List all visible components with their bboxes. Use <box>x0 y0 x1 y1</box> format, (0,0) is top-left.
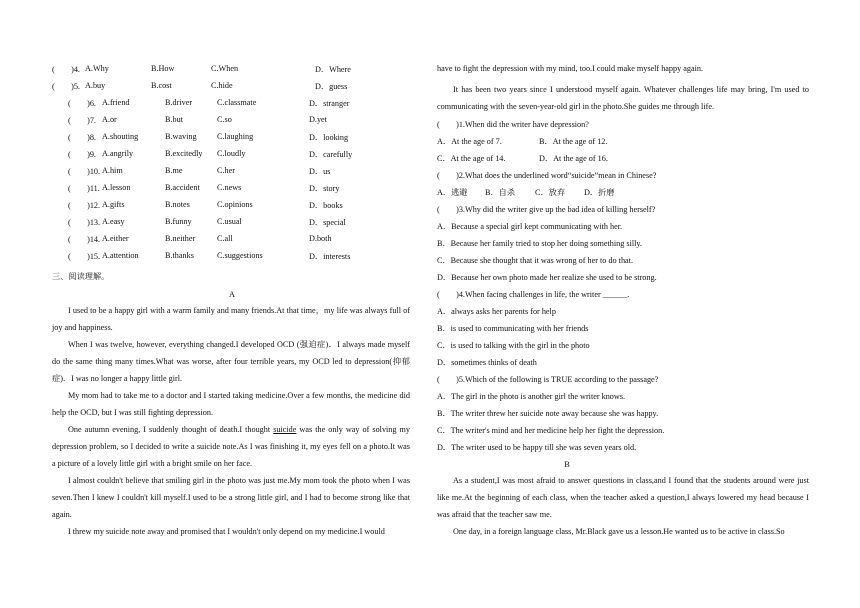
q2-option-a: A．逃避 <box>437 188 468 197</box>
cloze-option-b: B.excitedly <box>165 149 203 158</box>
cloze-item-number: ( )14. <box>68 235 101 244</box>
cloze-option-a: A.or <box>102 115 117 124</box>
cloze-option-b: B.neither <box>165 234 196 243</box>
passage-b-paragraph-1: As a student,I was most afraid to answer questions in class,and I found that the students around were just like me.At the beginning of each class, when the teacher asked a question,I always lowered my head because I was afraid that the teacher saw me. <box>437 476 809 519</box>
cloze-option-d: D．books <box>309 201 343 210</box>
cloze-option-b: B.How <box>151 64 175 73</box>
cloze-option-d: D.yet <box>309 115 327 124</box>
passage-a-continuation-1: have to fight the depression with my mind, too.I could make myself happy again. <box>437 64 704 73</box>
cloze-item-number: ( )9. <box>68 150 96 159</box>
passage-a-paragraph-6: I threw my suicide note away and promised that I wouldn't only depend on my medicine.I would <box>68 527 385 536</box>
cloze-option-c: C.all <box>217 234 233 243</box>
q3-option-c: C．Because she thought that it was wrong of her to do that. <box>437 256 634 265</box>
cloze-option-c: C.suggestions <box>217 251 263 260</box>
p4-text-a: One autumn evening, I suddenly thought of death.I thought <box>68 425 274 434</box>
q5-option-b: B．The writer threw her suicide note away because she was happy. <box>437 409 659 418</box>
cloze-option-c: C.opinions <box>217 200 253 209</box>
p4-text-b: was the only way of solving my depression problem, so I decided to write a suicide note.As I was finishing it, my eyes fell on a photo.It was a picture of a lovely little girl with a bright smile on her face. <box>52 425 410 468</box>
cloze-option-b: B.cost <box>151 81 172 90</box>
q4-option-c: C．is used to talking with the girl in the photo <box>437 341 590 350</box>
cloze-option-c: C.so <box>217 115 232 124</box>
q5-option-d: D．The writer used to be happy till she was seven years old. <box>437 443 637 452</box>
cloze-option-d: D．Where <box>315 65 351 74</box>
q5-option-c: C．The writer's mind and her medicine help her fight the depression. <box>437 426 665 435</box>
cloze-option-c: C.classmate <box>217 98 257 107</box>
cloze-item-number: ( )15. <box>68 252 101 261</box>
passage-a-paragraph-3: My mom had to take me to a doctor and I started taking medicine.Over a few months, the medicine did help the OCD, but I was still fighting depression. <box>52 391 410 417</box>
cloze-item-number: ( )4. <box>52 65 80 74</box>
cloze-option-d: D．stranger <box>309 99 350 108</box>
passage-a-continuation-2: It has been two years since I understood myself again. Whatever challenges life may bring, I'm used to communicating with the seven-year-old girl in the photo.She guides me through life. <box>437 85 809 111</box>
cloze-option-b: B.but <box>165 115 183 124</box>
q2-option-c: C．放弃 <box>535 188 566 197</box>
cloze-option-b: B.accident <box>165 183 200 192</box>
cloze-option-b: B.waving <box>165 132 197 141</box>
q5-option-a: A．The girl in the photo is another girl the writer knows. <box>437 392 626 401</box>
passage-a-paragraph-1: I used to be a happy girl with a warm family and many friends.At that time，my life was always full of joy and happiness. <box>52 306 410 332</box>
cloze-option-c: C.her <box>217 166 235 175</box>
cloze-option-a: A.attention <box>102 251 139 260</box>
q4-option-a: A．always asks her parents for help <box>437 307 556 316</box>
cloze-option-b: B.me <box>165 166 183 175</box>
q3-option-d: D．Because her own photo made her realize she used to be strong. <box>437 273 657 282</box>
cloze-option-a: A.angrily <box>102 149 134 158</box>
cloze-option-b: B.driver <box>165 98 193 107</box>
cloze-option-a: A.either <box>102 234 129 243</box>
cloze-option-a: A.easy <box>102 217 125 226</box>
question-4: ( )4.When facing challenges in life, the writer ______. <box>437 290 630 299</box>
cloze-option-d: D．us <box>309 167 331 176</box>
cloze-item-number: ( )5. <box>52 82 80 91</box>
cloze-item-number: ( )8. <box>68 133 96 142</box>
question-1: ( )1.When did the writer have depression? <box>437 120 589 129</box>
passage-a-paragraph-4 <box>52 421 410 472</box>
cloze-item-number: ( )13. <box>68 218 101 227</box>
q2-option-b: B．自杀 <box>485 188 516 197</box>
cloze-option-c: C.news <box>217 183 242 192</box>
cloze-option-c: C.usual <box>217 217 242 226</box>
cloze-option-d: D．story <box>309 184 340 193</box>
cloze-option-b: B.thanks <box>165 251 194 260</box>
cloze-option-c: C.When <box>211 64 239 73</box>
question-3: ( )3.Why did the writer give up the bad idea of killing herself? <box>437 205 656 214</box>
cloze-option-a: A.lesson <box>102 183 131 192</box>
q3-option-a: A．Because a special girl kept communicating with her. <box>437 222 623 231</box>
passage-a-paragraph-5: I almost couldn't believe that smiling girl in the photo was just me.My mom took the photo when I was seven.Then I knew I couldn't kill myself.I used to be a strong little girl, and I had to become strong like that again. <box>52 476 410 519</box>
cloze-option-d: D．guess <box>315 82 348 91</box>
cloze-option-a: A.him <box>102 166 123 175</box>
cloze-option-a: A.Why <box>85 64 109 73</box>
passage-b-paragraph-2: One day, in a foreign language class, Mr.Black gave us a lesson.He wanted us to be active in class.So <box>453 527 785 536</box>
q3-option-b: B．Because her family tried to stop her doing something silly. <box>437 239 643 248</box>
cloze-option-c: C.loudly <box>217 149 246 158</box>
q1-option-b: B．At the age of 12. <box>539 137 608 146</box>
cloze-option-d: D．interests <box>309 252 351 261</box>
section-heading: 三、阅读理解。 <box>52 272 110 281</box>
cloze-option-d: D.both <box>309 234 332 243</box>
cloze-item-number: ( )11. <box>68 184 100 193</box>
passage-b-title: B <box>564 460 570 469</box>
underlined-word: suicide <box>273 425 297 434</box>
q1-option-c: C．At the age of 14. <box>437 154 506 163</box>
passage-a-paragraph-2: When I was twelve, however, everything changed.I developed OCD (强迫症)．I always made myself do the same thing many times.What was worse, after four terrible years, my OCD led to depression(抑郁症)．I was no longer a happy little girl. <box>52 340 410 383</box>
q1-option-a: A．At the age of 7. <box>437 137 502 146</box>
cloze-option-a: A.friend <box>102 98 130 107</box>
q4-option-b: B．is used to communicating with her friends <box>437 324 589 333</box>
cloze-option-d: D．special <box>309 218 346 227</box>
cloze-option-b: B.funny <box>165 217 192 226</box>
cloze-option-d: D．carefully <box>309 150 353 159</box>
cloze-option-c: C.laughing <box>217 132 254 141</box>
cloze-option-d: D．looking <box>309 133 349 142</box>
q2-option-d: D．折磨 <box>584 188 615 197</box>
cloze-option-a: A.buy <box>85 81 106 90</box>
cloze-option-a: A.gifts <box>102 200 125 209</box>
cloze-item-number: ( )7. <box>68 116 96 125</box>
q1-option-d: D．At the age of 16. <box>539 154 608 163</box>
cloze-option-b: B.notes <box>165 200 190 209</box>
question-2: ( )2.What does the underlined word“suicide”mean in Chinese? <box>437 171 657 180</box>
cloze-item-number: ( )6. <box>68 99 96 108</box>
cloze-item-number: ( )12. <box>68 201 101 210</box>
q4-option-d: D．sometimes thinks of death <box>437 358 537 367</box>
passage-a-title: A <box>229 290 235 299</box>
question-5: ( )5.Which of the following is TRUE according to the passage? <box>437 375 659 384</box>
cloze-option-a: A.shouting <box>102 132 139 141</box>
cloze-option-c: C.hide <box>211 81 233 90</box>
cloze-item-number: ( )10. <box>68 167 101 176</box>
